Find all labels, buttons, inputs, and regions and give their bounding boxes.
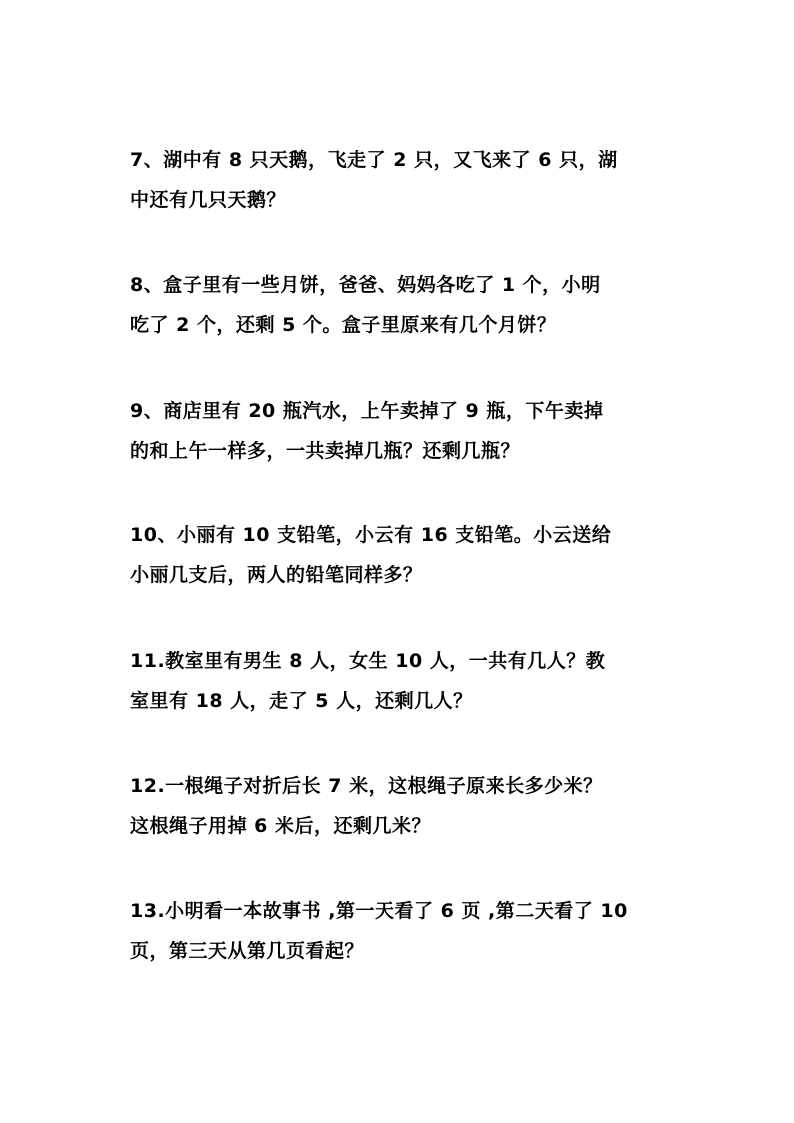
problem-line: 9、商店里有 20 瓶汽水，上午卖掉了 9 瓶，下午卖掉 bbox=[130, 400, 604, 422]
word-problem-9 bbox=[130, 391, 675, 471]
problem-line: 8、盒子里有一些月饼，爸爸、妈妈各吃了 1 个，小明 bbox=[130, 274, 601, 296]
problem-line: 10、小丽有 10 支铅笔，小云有 16 支铅笔。小云送给 bbox=[130, 524, 612, 546]
word-problem-13 bbox=[130, 891, 675, 971]
word-problem-10 bbox=[130, 515, 675, 595]
problem-line: 页，第三天从第几页看起？ bbox=[130, 940, 365, 962]
problem-line: 这根绳子用掉 6 米后，还剩几米？ bbox=[130, 815, 431, 837]
problem-line: 7、湖中有 8 只天鹅，飞走了 2 只，又飞来了 6 只，湖 bbox=[130, 149, 618, 171]
word-problem-7 bbox=[130, 140, 675, 220]
problem-line: 的和上午一样多，一共卖掉几瓶？还剩几瓶？ bbox=[130, 440, 521, 462]
problem-line: 13.小明看一本故事书 ,第一天看了 6 页 ,第二天看了 10 bbox=[130, 900, 628, 922]
problem-line: 11.教室里有男生 8 人，女生 10 人，一共有几人？教 bbox=[130, 650, 606, 672]
word-problem-8 bbox=[130, 265, 675, 345]
word-problem-11 bbox=[130, 641, 675, 721]
problem-line: 室里有 18 人，走了 5 人，还剩几人？ bbox=[130, 690, 473, 712]
problem-line: 12.一根绳子对折后长 7 米，这根绳子原来长多少米？ bbox=[130, 775, 603, 797]
problem-line: 吃了 2 个，还剩 5 个。盒子里原来有几个月饼？ bbox=[130, 314, 557, 336]
problem-line: 中还有几只天鹅？ bbox=[130, 189, 287, 211]
problem-line: 小丽几支后，两人的铅笔同样多？ bbox=[130, 564, 423, 586]
word-problem-12 bbox=[130, 766, 675, 846]
